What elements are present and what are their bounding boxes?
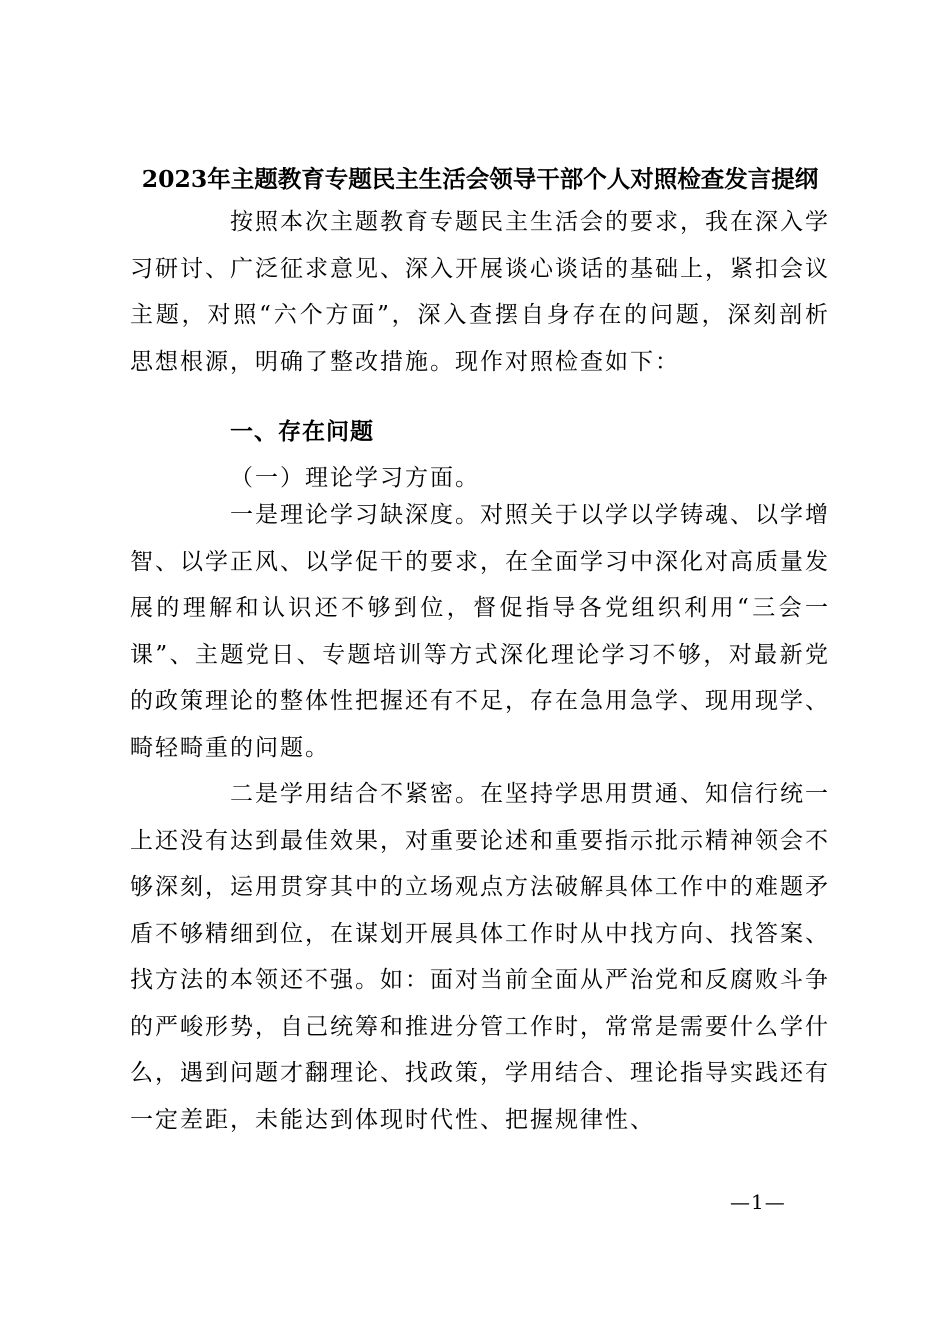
paragraph-two: 二是学用结合不紧密。在坚持学思用贯通、知信行统一上还没有达到最佳效果，对重要论述和重要指示批示精神领会不够深刻，运用贯穿其中的立场观点方法破解具体工作中的难题矛盾不够精细到位，在谋划开展具体工作时从中找方向、找答案、找方法的本领还不强。如：面对当前全面从严治党和反腐败斗争的严峻形势，自己统筹和推进分管工作时，常常是需要什么学什么，遇到问题才翻理论、找政策，学用结合、理论指导实践还有一定差距，未能达到体现时代性、把握规律性、 bbox=[130, 781, 830, 1133]
intro-paragraph: 按照本次主题教育专题民主生活会的要求，我在深入学习研讨、广泛征求意见、深入开展谈心谈话的基础上，紧扣会议主题，对照“六个方面”，深入查摆自身存在的问题，深刻剖析思想根源，明确了整改措施。现作对照检查如下： bbox=[130, 209, 830, 375]
document-title: 2023年主题教育专题民主生活会领导干部个人对照检查发言提纲 bbox=[141, 165, 819, 193]
paragraph-one: 一是理论学习缺深度。对照关于以学以学铸魂、以学增智、以学正风、以学促干的要求，在全面学习中深化对高质量发展的理解和认识还不够到位，督促指导各党组织利用“三会一课”、主题党日、专题培训等方式深化理论学习不够，对最新党的政策理论的整体性把握还有不足，存在急用急学、现用现学、畸轻畸重的问题。 bbox=[130, 502, 830, 761]
subsection-heading: （一）理论学习方面。 bbox=[230, 465, 480, 491]
section-heading: 一、存在问题 bbox=[230, 419, 374, 445]
page-number: —1— bbox=[730, 1190, 786, 1214]
